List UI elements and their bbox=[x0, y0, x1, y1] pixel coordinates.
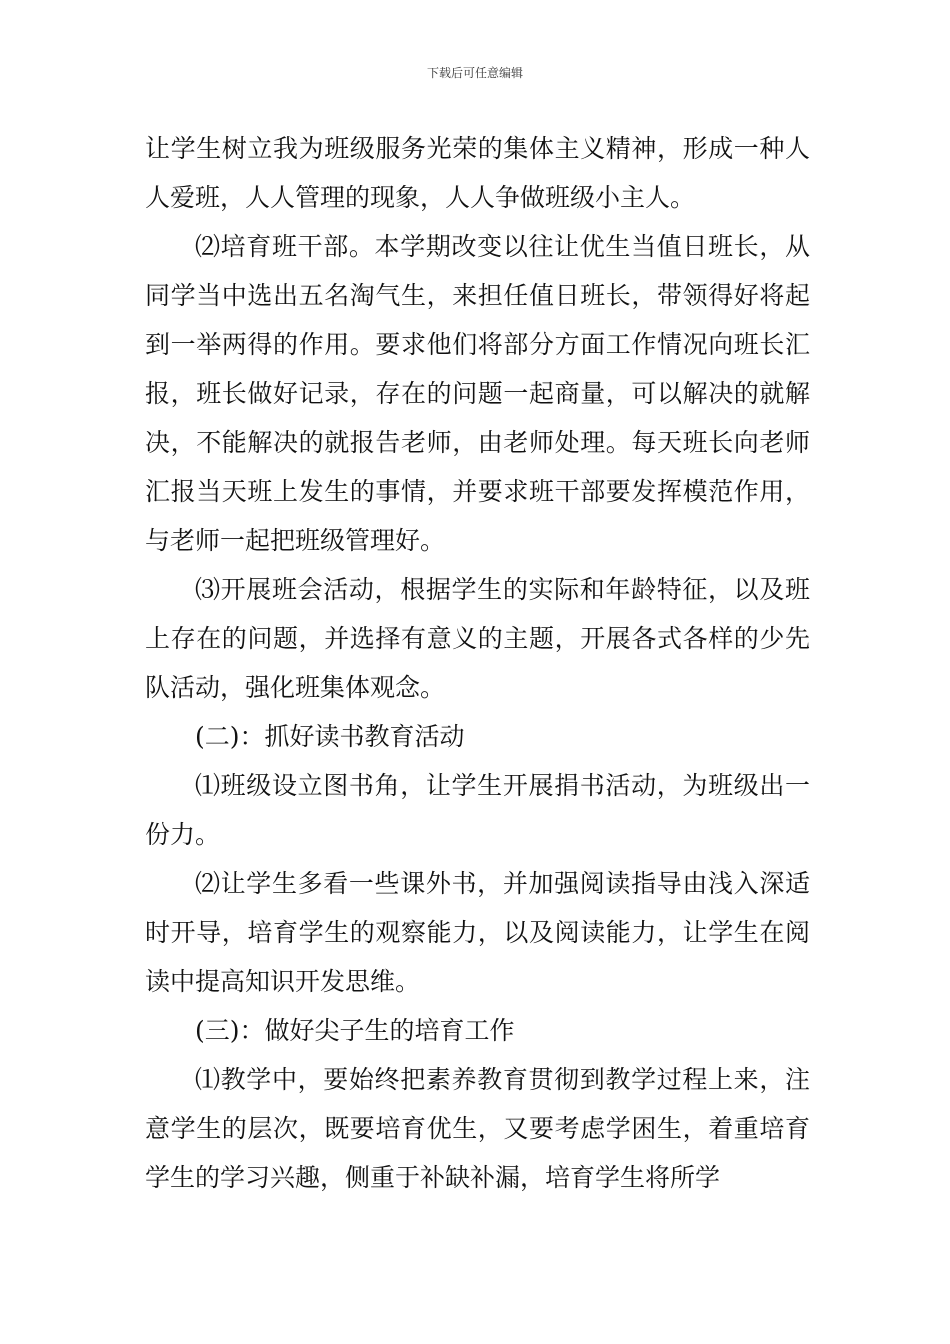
document-body bbox=[145, 124, 810, 1202]
page-header: 下载后可任意编辑 bbox=[426, 66, 523, 80]
paragraph-6: ⑴教学中，要始终把素养教育贯彻到教学过程上来，注意学生的层次，既要培育优生，又要考虑学困生，着重培育学生的学习兴趣，侧重于补缺补漏，培育学生将所学 bbox=[145, 1065, 810, 1192]
section-heading-2: (二)：抓好读书教育活动 bbox=[195, 722, 465, 751]
paragraph-3: ⑶开展班会活动，根据学生的实际和年龄特征，以及班上存在的问题，并选择有意义的主题，开展各式各样的少先队活动，强化班集体观念。 bbox=[145, 575, 810, 702]
paragraph-4: ⑴班级设立图书角，让学生开展捐书活动，为班级出一份力。 bbox=[145, 771, 810, 849]
paragraph-2: ⑵培育班干部。本学期改变以往让优生当值日班长，从同学当中选出五名淘气生，来担任值日班长，带领得好将起到一举两得的作用。要求他们将部分方面工作情况向班长汇报，班长做好记录，存在的问题一起商量，可以解决的就解决，不能解决的就报告老师，由老师处理。每天班长向老师汇报当天班上发生的事情，并要求班干部要发挥模范作用，与老师一起把班级管理好。 bbox=[145, 232, 810, 555]
paragraph-1: 让学生树立我为班级服务光荣的集体主义精神，形成一种人人爱班，人人管理的现象，人人争做班级小主人。 bbox=[145, 134, 810, 212]
section-heading-3: (三)：做好尖子生的培育工作 bbox=[195, 1016, 515, 1045]
paragraph-5: ⑵让学生多看一些课外书，并加强阅读指导由浅入深适时开导，培育学生的观察能力，以及阅读能力，让学生在阅读中提高知识开发思维。 bbox=[145, 869, 810, 996]
